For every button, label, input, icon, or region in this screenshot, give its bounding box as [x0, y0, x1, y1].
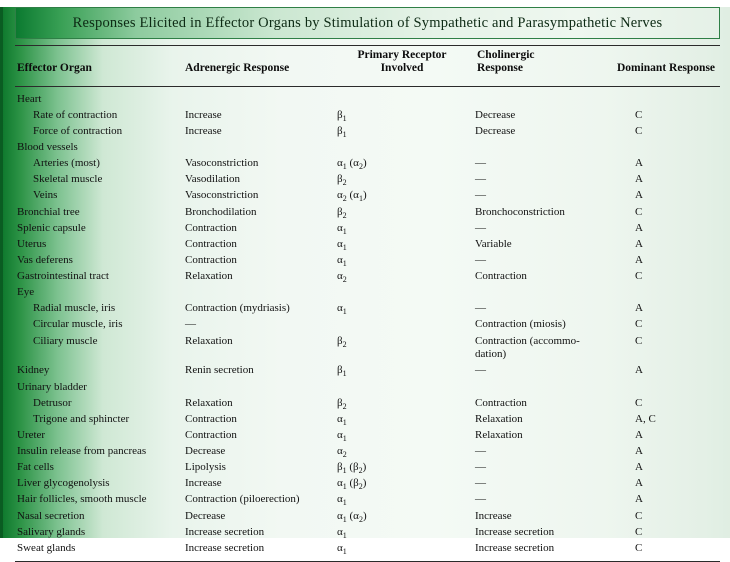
- cell-adrenergic-response: Increase: [185, 124, 222, 137]
- table-row: [15, 428, 723, 444]
- cell-primary-receptor: $\alpha_1$: [337, 541, 347, 556]
- cell-primary-receptor: $\alpha_1$: [337, 525, 347, 540]
- cell-dominant-response: A: [635, 302, 643, 315]
- cell-primary-receptor: $\alpha_1$: [337, 253, 347, 269]
- cell-primary-receptor: [331, 140, 473, 156]
- cell-primary-receptor: $\beta_1$: [337, 364, 347, 379]
- cell-adrenergic-response: Contraction: [185, 221, 237, 234]
- cell-adrenergic-response: Renin secretion: [185, 364, 254, 377]
- cell-primary-receptor: $\beta_2$: [337, 173, 347, 188]
- cell-dominant-response: C: [635, 334, 643, 347]
- cell-adrenergic-response: Lipolysis: [185, 461, 226, 474]
- table-row: [15, 220, 723, 236]
- header-bottom-rule: [15, 86, 720, 87]
- cell-dominant-response: C: [635, 396, 643, 409]
- cell-cholinergic-response: Decrease: [475, 108, 516, 121]
- column-header-cholinergic-line2: Response: [477, 62, 524, 75]
- column-header-primary-receptor-line1: Primary Receptor: [357, 49, 447, 61]
- cell-dominant-response: A: [635, 157, 643, 170]
- cell-effector-organ: Bronchial tree: [17, 205, 80, 218]
- cell-effector-organ: Radial muscle, iris: [33, 302, 116, 315]
- cell-adrenergic-response: Increase secretion: [185, 541, 265, 554]
- cell-effector-organ: Gastrointestinal tract: [17, 270, 109, 282]
- cell-effector-organ: Hair follicles, smooth muscle: [17, 493, 147, 506]
- cell-dominant-response: C: [635, 124, 643, 137]
- table-row: [15, 541, 723, 557]
- cell-effector-organ: Kidney: [17, 364, 50, 377]
- cell-cholinergic-response: Contraction (accommo- dation): [475, 334, 580, 361]
- cell-adrenergic-response: Contraction (mydriasis): [185, 302, 290, 315]
- cell-effector-organ: Arteries (most): [33, 157, 100, 170]
- cell-primary-receptor: $\alpha_2$ $(\alpha_1)$: [337, 189, 367, 204]
- table-row: [15, 108, 723, 124]
- cell-cholinergic-response: —: [475, 493, 486, 506]
- cell-cholinergic-response: [473, 285, 609, 301]
- table-row: [15, 317, 723, 333]
- cell-primary-receptor: $\alpha_1$: [337, 412, 347, 427]
- table-row: [15, 508, 723, 524]
- table-row: [15, 140, 723, 156]
- cell-adrenergic-response: Decrease: [185, 445, 226, 457]
- cell-effector-organ: Blood vessels: [17, 141, 78, 153]
- cell-dominant-response: [609, 91, 723, 107]
- cell-dominant-response: A, C: [635, 412, 656, 425]
- cell-adrenergic-response: Contraction: [185, 237, 237, 250]
- cell-cholinergic-response: Variable: [475, 237, 512, 250]
- cell-effector-organ: Fat cells: [17, 461, 54, 474]
- cell-primary-receptor: $\beta_2$: [337, 205, 347, 220]
- cell-primary-receptor: $\beta_1$ $(\beta_2)$: [337, 461, 367, 476]
- cell-cholinergic-response: Contraction: [475, 270, 527, 282]
- cell-adrenergic-response: Bronchodilation: [185, 205, 257, 218]
- cell-adrenergic-response: Vasoconstriction: [185, 189, 259, 202]
- cell-adrenergic-response: Decrease: [185, 509, 226, 522]
- table-row: [15, 395, 723, 411]
- table-row: [15, 333, 723, 363]
- cell-adrenergic-response: Contraction (piloerection): [185, 493, 300, 506]
- cell-effector-organ: Skeletal muscle: [33, 173, 103, 186]
- cell-cholinergic-response: Increase secretion: [475, 525, 555, 538]
- cell-adrenergic-response: Increase secretion: [185, 525, 265, 538]
- cell-effector-organ: Detrusor: [33, 396, 72, 409]
- table-row: [15, 460, 723, 476]
- column-header-adrenergic-response: Adrenergic Response: [185, 62, 290, 75]
- cell-effector-organ: Uterus: [17, 237, 47, 250]
- cell-cholinergic-response: —: [475, 461, 486, 474]
- cell-adrenergic-response: Relaxation: [185, 396, 233, 409]
- cell-primary-receptor: $\alpha_1$ $(\alpha_2)$: [337, 509, 367, 524]
- cell-dominant-response: C: [635, 270, 643, 282]
- column-header-dominant-response: Dominant Response: [616, 62, 716, 75]
- cell-dominant-response: A: [635, 253, 643, 266]
- table-row: [15, 412, 723, 428]
- cell-effector-organ: Salivary glands: [17, 525, 86, 538]
- cell-effector-organ: Rate of contraction: [33, 108, 118, 121]
- cell-cholinergic-response: —: [475, 173, 486, 186]
- cell-effector-organ: Nasal secretion: [17, 509, 85, 522]
- cell-adrenergic-response: Increase: [185, 108, 222, 121]
- table-row: [15, 253, 723, 269]
- cell-cholinergic-response: Increase: [475, 509, 512, 522]
- cell-effector-organ: Circular muscle, iris: [33, 318, 123, 331]
- cell-dominant-response: [609, 140, 723, 156]
- column-header-cholinergic-response: [473, 46, 609, 80]
- cell-cholinergic-response: [473, 140, 609, 156]
- responses-table: [15, 46, 723, 80]
- cell-cholinergic-response: —: [475, 157, 486, 170]
- cell-effector-organ: Liver glycogenolysis: [17, 477, 110, 490]
- cell-effector-organ: Eye: [17, 286, 35, 299]
- table-body: [15, 91, 723, 556]
- cell-adrenergic-response: Contraction: [185, 428, 237, 441]
- table-row: [15, 237, 723, 253]
- cell-primary-receptor: [331, 317, 473, 333]
- cell-adrenergic-response: Relaxation: [185, 270, 233, 282]
- cell-primary-receptor: $\alpha_1$: [337, 302, 347, 317]
- cell-dominant-response: C: [635, 525, 643, 538]
- table-row: [15, 301, 723, 317]
- cell-effector-organ: Splenic capsule: [17, 221, 86, 234]
- cell-cholinergic-response: —: [475, 221, 486, 234]
- page-title: Responses Elicited in Effector Organs by Stimulation of Sympathetic and Parasympathetic Nerves: [72, 14, 663, 31]
- cell-dominant-response: [609, 285, 723, 301]
- table-header-row: [15, 46, 723, 80]
- cell-primary-receptor: $\alpha_2$: [337, 270, 347, 285]
- cell-dominant-response: A: [635, 221, 643, 234]
- cell-primary-receptor: $\alpha_2$: [337, 445, 347, 460]
- cell-dominant-response: A: [635, 428, 643, 441]
- cell-primary-receptor: $\alpha_1$: [337, 237, 347, 252]
- cell-dominant-response: C: [635, 509, 643, 522]
- cell-dominant-response: C: [635, 318, 643, 331]
- responses-table-body: [15, 91, 723, 556]
- cell-adrenergic-response: Relaxation: [185, 334, 233, 347]
- cell-primary-receptor: [331, 379, 473, 395]
- table-row: [15, 269, 723, 285]
- cell-effector-organ: Heart: [17, 92, 42, 105]
- cell-primary-receptor: $\beta_1$: [337, 108, 347, 123]
- cell-cholinergic-response: Increase secretion: [475, 541, 555, 554]
- cell-dominant-response: C: [635, 205, 643, 218]
- cell-cholinergic-response: —: [475, 302, 486, 315]
- cell-dominant-response: C: [635, 108, 643, 121]
- table-row: [15, 172, 723, 188]
- column-header-primary-receptor-line2: Involved: [380, 62, 424, 75]
- cell-effector-organ: Insulin release from pancreas: [17, 445, 147, 457]
- cell-effector-organ: Veins: [33, 189, 58, 202]
- cell-adrenergic-response: Vasodilation: [185, 173, 240, 186]
- table-row: [15, 492, 723, 508]
- cell-effector-organ: Sweat glands: [17, 541, 76, 554]
- cell-adrenergic-response: [183, 379, 331, 395]
- table-title-banner: [15, 7, 720, 39]
- cell-effector-organ: Ureter: [17, 428, 46, 441]
- cell-adrenergic-response: Vasoconstriction: [185, 157, 259, 170]
- cell-primary-receptor: [331, 91, 473, 107]
- cell-primary-receptor: $\beta_2$: [337, 334, 347, 349]
- cell-cholinergic-response: [473, 91, 609, 107]
- document-page: [0, 7, 730, 556]
- table-row: [15, 204, 723, 220]
- cell-primary-receptor: $\beta_1$: [337, 124, 347, 140]
- cell-primary-receptor: $\beta_2$: [337, 396, 347, 411]
- column-header-cholinergic-line1: Cholinergic: [477, 49, 535, 61]
- cell-dominant-response: A: [635, 364, 643, 377]
- cell-dominant-response: A: [635, 189, 643, 202]
- cell-dominant-response: A: [635, 477, 643, 490]
- cell-effector-organ: Vas deferens: [17, 253, 73, 266]
- cell-cholinergic-response: Relaxation: [475, 412, 523, 425]
- cell-cholinergic-response: Contraction: [475, 396, 527, 409]
- table-header: [15, 46, 723, 80]
- cell-cholinergic-response: —: [475, 445, 486, 457]
- cell-primary-receptor: $\alpha_1$ $(\beta_2)$: [337, 477, 367, 492]
- cell-cholinergic-response: Bronchoconstriction: [475, 205, 565, 218]
- cell-primary-receptor: $\alpha_1$: [337, 428, 347, 444]
- cell-primary-receptor: [331, 285, 473, 301]
- cell-primary-receptor: $\alpha_1$: [337, 493, 347, 508]
- cell-adrenergic-response: Increase: [185, 477, 222, 490]
- column-header-primary-receptor: [331, 46, 473, 80]
- cell-dominant-response: A: [635, 173, 643, 186]
- cell-primary-receptor: $\alpha_1$: [337, 221, 347, 236]
- cell-dominant-response: C: [635, 541, 643, 554]
- cell-cholinergic-response: Decrease: [475, 124, 516, 137]
- cell-cholinergic-response: Contraction (miosis): [475, 318, 566, 331]
- cell-effector-organ: Force of contraction: [33, 124, 123, 137]
- table-row: [15, 524, 723, 540]
- table-row: [15, 188, 723, 204]
- cell-cholinergic-response: —: [475, 253, 486, 266]
- table-row: [15, 363, 723, 379]
- cell-dominant-response: A: [635, 445, 643, 457]
- cell-adrenergic-response: [183, 285, 331, 301]
- column-header-effector-organ: Effector Organ: [17, 62, 92, 75]
- cell-dominant-response: A: [635, 461, 643, 474]
- cell-adrenergic-response: —: [185, 318, 196, 331]
- cell-dominant-response: A: [635, 237, 643, 250]
- cell-effector-organ: Urinary bladder: [17, 380, 87, 393]
- cell-adrenergic-response: Contraction: [185, 253, 237, 266]
- cell-adrenergic-response: [183, 91, 331, 107]
- cell-cholinergic-response: Relaxation: [475, 428, 523, 441]
- cell-cholinergic-response: —: [475, 189, 486, 202]
- table-row: [15, 444, 723, 460]
- table-row: [15, 124, 723, 140]
- cell-cholinergic-response: —: [475, 477, 486, 490]
- cell-adrenergic-response: Contraction: [185, 412, 237, 425]
- cell-cholinergic-response: —: [475, 364, 486, 377]
- table-row: [15, 285, 723, 301]
- table-row: [15, 156, 723, 172]
- table-row: [15, 91, 723, 107]
- cell-effector-organ: Trigone and sphincter: [33, 412, 130, 425]
- cell-effector-organ: Ciliary muscle: [33, 334, 98, 347]
- cell-dominant-response: [609, 379, 723, 395]
- cell-primary-receptor: $\alpha_1$ $(\alpha_2)$: [337, 157, 367, 172]
- table-row: [15, 379, 723, 395]
- cell-cholinergic-response: [473, 379, 609, 395]
- cell-dominant-response: A: [635, 493, 643, 506]
- cell-adrenergic-response: [183, 140, 331, 156]
- table-row: [15, 476, 723, 492]
